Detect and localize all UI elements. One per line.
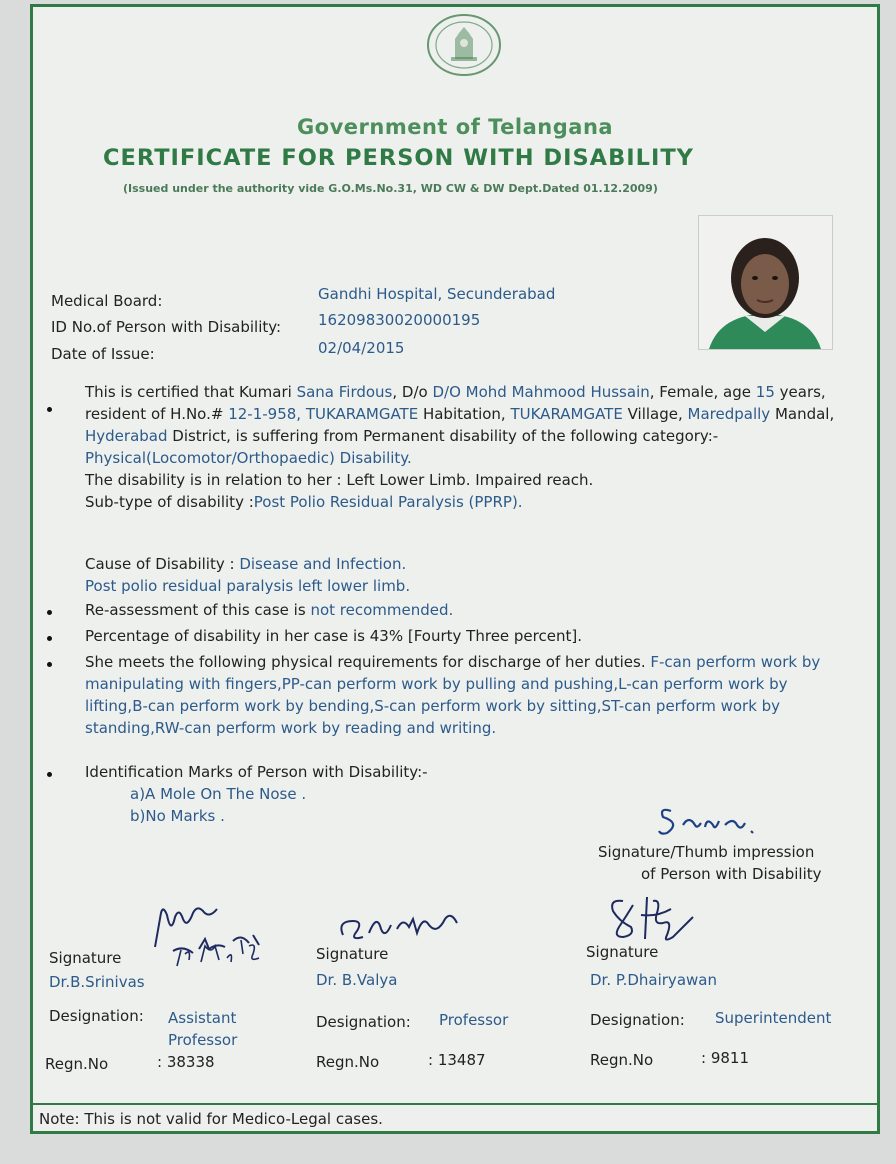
relation-value: Left Lower Limb. Impaired reach. <box>346 471 594 489</box>
id-label: ID No.of Person with Disability: <box>51 318 282 336</box>
signatory-3-regn: : 9811 <box>701 1049 749 1067</box>
date-of-issue-label: Date of Issue: <box>51 345 155 363</box>
cause-value: Disease and Infection. <box>239 555 407 573</box>
reassessment-label: Re-assessment of this case is <box>85 601 311 619</box>
cause-label: Cause of Disability : <box>85 555 240 573</box>
relation-label: The disability is in relation to her : <box>85 471 347 489</box>
parent-name: D/O Mohd Mahmood Hussain <box>432 383 650 401</box>
certificate-title: CERTIFICATE FOR PERSON WITH DISABILITY <box>103 145 694 171</box>
government-heading: Government of Telangana <box>296 115 614 139</box>
cert-text-5: Habitation, <box>418 405 511 423</box>
subtype-value: Post Polio Residual Paralysis (PPRP). <box>253 493 523 511</box>
reassessment-line <box>85 599 845 621</box>
signatory-2-name: Dr. B.Valya <box>316 971 398 989</box>
date-of-issue-value: 02/04/2015 <box>318 339 405 357</box>
signatory-3-name: Dr. P.Dhairyawan <box>590 971 717 989</box>
cert-text-3: , Female, age <box>649 383 756 401</box>
cert-text-1: This is certified that Kumari <box>85 383 297 401</box>
footer-note: Note: This is not valid for Medico-Legal cases. <box>39 1110 383 1128</box>
bullet-requirements <box>47 662 52 667</box>
signatory-2-signature-label: Signature <box>316 945 389 963</box>
cert-text-2: , D/o <box>392 383 433 401</box>
disability-category: Physical(Locomotor/Orthopaedic) Disability. <box>85 449 412 467</box>
percentage-line <box>85 625 845 647</box>
signatory-1-designation-label: Designation: <box>49 1007 144 1025</box>
certificate-page <box>30 4 880 1134</box>
id-value: 16209830020000195 <box>318 311 481 329</box>
identification-mark-b: b)No Marks . <box>130 807 225 825</box>
person-name: Sana Firdous <box>296 383 393 401</box>
village-name: TUKARAMGATE <box>510 405 623 423</box>
signatory-3-designation: Superintendent <box>715 1009 832 1027</box>
signatory-1-signature-label: Signature <box>49 949 122 967</box>
issued-under-line: (Issued under the authority vide G.O.Ms.No.31, WD CW & DW Dept.Dated 01.12.2009) <box>123 182 658 195</box>
signatory-3-signature-label: Signature <box>586 943 659 961</box>
state-emblem-seal <box>425 13 503 77</box>
bullet-reassessment <box>47 610 52 615</box>
medical-board-value: Gandhi Hospital, Secunderabad <box>318 285 556 303</box>
signatory-3-designation-label: Designation: <box>590 1011 685 1029</box>
identification-label: Identification Marks of Person with Disability:- <box>85 763 428 781</box>
signatory-2-designation: Professor <box>439 1011 509 1029</box>
cert-text-8: District, is suffering from Permanent disability of the following category:- <box>167 427 719 445</box>
cert-text-6: Village, <box>622 405 688 423</box>
percentage-label: Percentage of disability in her case is <box>85 627 370 645</box>
bullet-certification <box>47 407 52 412</box>
house-number: 12-1-958, TUKARAMGATE <box>228 405 419 423</box>
cert-text-4: years, resident of H.No.# <box>85 383 826 423</box>
identification-mark-a: a)A Mole On The Nose . <box>130 785 307 803</box>
person-signature-scribble <box>653 797 773 842</box>
signatory-2-regn: : 13487 <box>428 1051 486 1069</box>
cause-detail: Post polio residual paralysis left lower limb. <box>85 577 411 595</box>
person-photo <box>698 215 833 350</box>
district-name: Hyderabad <box>85 427 168 445</box>
cert-text-7: Mandal, <box>770 405 835 423</box>
handwritten-date-scribble <box>171 932 271 972</box>
signatory-1-regn: : 38338 <box>157 1053 215 1071</box>
signatory-1-regn-label: Regn.No <box>45 1055 109 1073</box>
requirements-paragraph <box>85 651 845 739</box>
cause-section <box>85 553 845 597</box>
signatory-2-regn-label: Regn.No <box>316 1053 380 1071</box>
signature-caption-line2: of Person with Disability <box>641 865 822 883</box>
percentage-value: 43% [Fourty Three percent]. <box>369 627 582 645</box>
signatory-3-scribble <box>601 887 711 947</box>
signatory-2-scribble <box>333 899 473 949</box>
signatory-1-designation: Assistant Professor <box>168 1009 238 1049</box>
bullet-percentage <box>47 636 52 641</box>
requirements-value: F-can perform work by manipulating with fingers,PP-can perform work by pulling and pushing,L-can perform work by lifting,B-can perform work by bending,S-can perform work by sitting,ST-can perform work by standing,RW-can perform work by reading and writing. <box>85 653 821 737</box>
person-age: 15 <box>755 383 775 401</box>
certification-paragraph <box>85 381 845 513</box>
reassessment-value: not recommended. <box>310 601 454 619</box>
mandal-name: Maredpally <box>687 405 771 423</box>
requirements-label: She meets the following physical requirements for discharge of her duties. <box>85 653 651 671</box>
signatory-3-regn-label: Regn.No <box>590 1051 654 1069</box>
signatory-2-designation-label: Designation: <box>316 1013 411 1031</box>
medical-board-label: Medical Board: <box>51 292 163 310</box>
signatory-1-name: Dr.B.Srinivas <box>49 973 145 991</box>
subtype-label: Sub-type of disability : <box>85 493 254 511</box>
bullet-identification <box>47 772 52 777</box>
signature-caption-line1: Signature/Thumb impression <box>598 843 815 861</box>
